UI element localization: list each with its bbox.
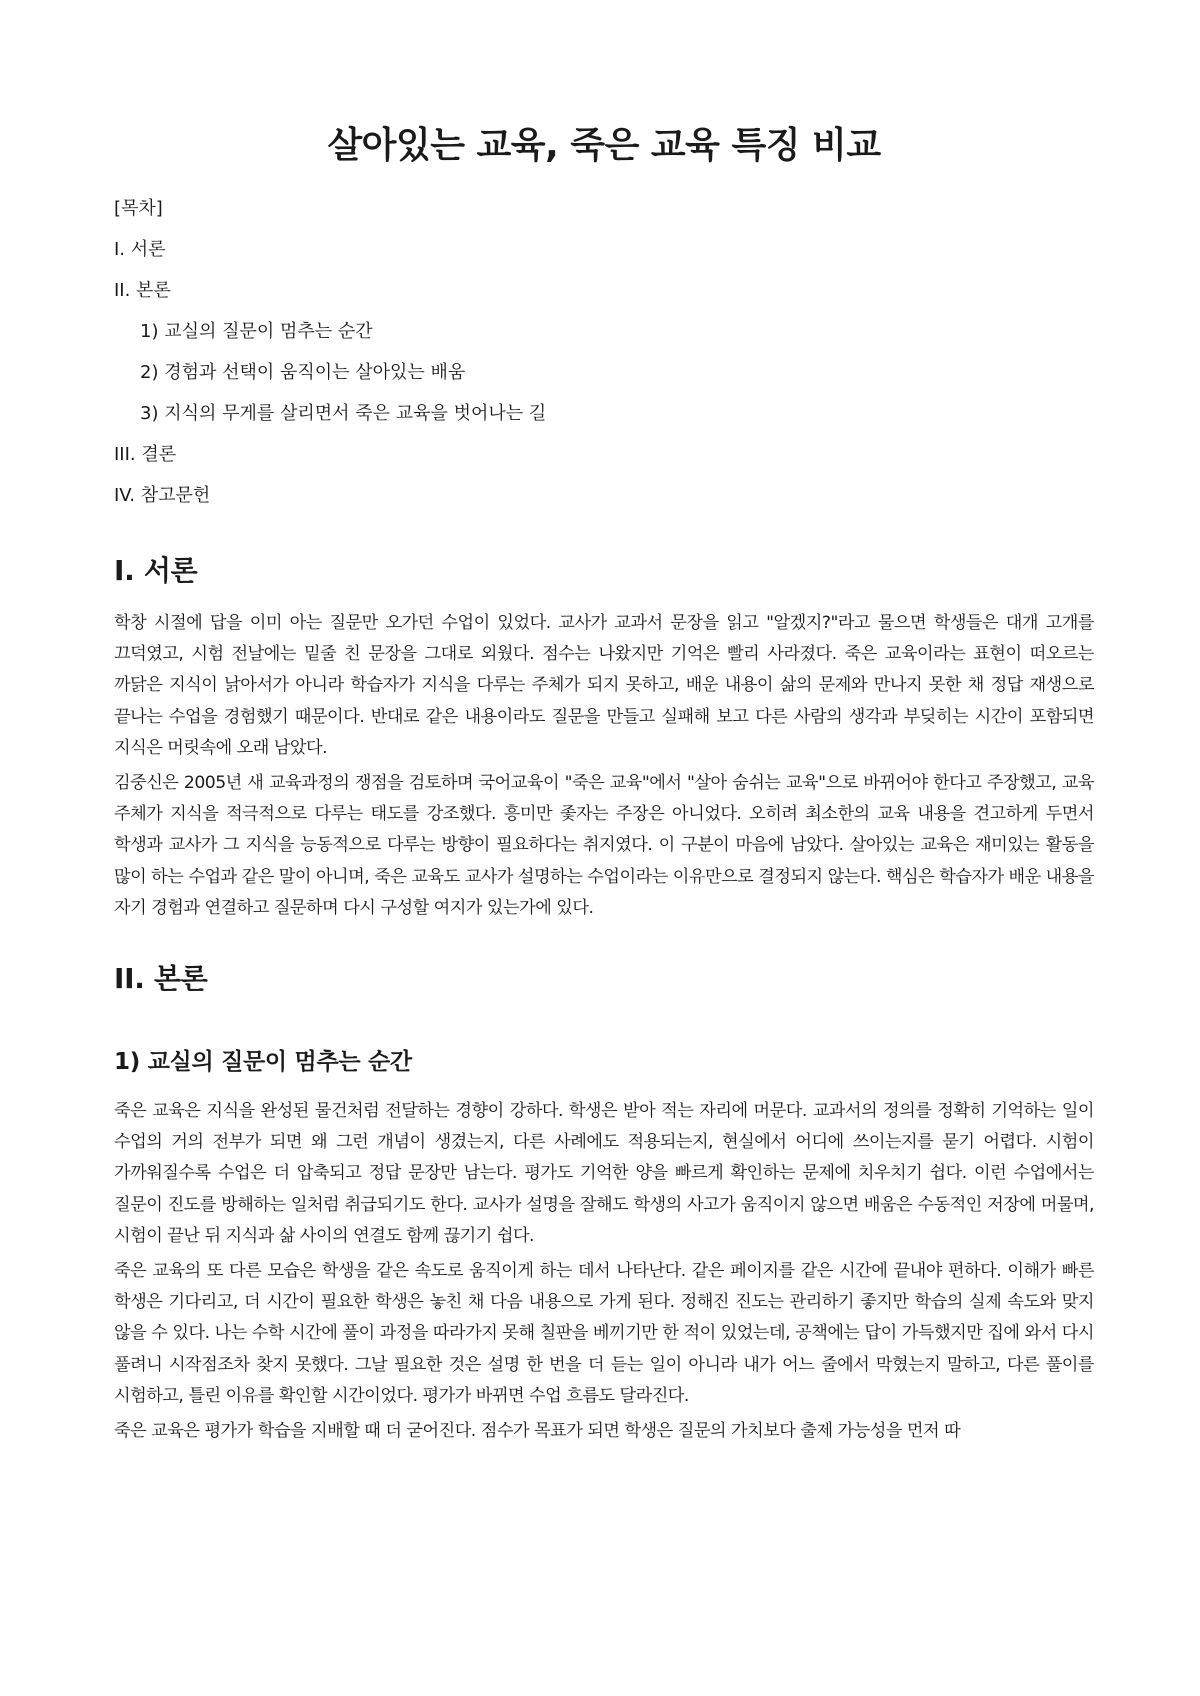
document-page bbox=[114, 0, 1094, 1451]
body-paragraph: 죽은 교육의 또 다른 모습은 학생을 같은 속도로 움직이게 하는 데서 나타난다. 같은 페이지를 같은 시간에 끝내야 편하다. 이해가 빠른 학생은 기다리고, 더 시간이 필요한 학생은 놓친 채 다음 내용으로 가게 된다. 정해진 진도는 관리하기 좋지만 학습의 실제 속도와 맞지 않을 수 있다. 나는 수학 시간에 풀이 과정을 따라가지 못해 칠판을 베끼기만 한 적이 있었는데, 공책에는 답이 가득했지만 집에 와서 다시 풀려니 시작점조차 찾지 못했다. 그날 필요한 것은 설명 한 번을 더 듣는 일이 아니라 내가 어느 줄에서 막혔는지 말하고, 다른 풀이를 시험하고, 틀린 이유를 확인할 시간이었다. 평가가 바뀌면 수업 흐름도 달라진다. bbox=[114, 1261, 1094, 1406]
toc-item-body-sub3: 3) 지식의 무게를 살리면서 죽은 교육을 벗어나는 길 bbox=[140, 403, 547, 424]
toc-item-intro: I. 서론 bbox=[114, 239, 166, 260]
section-heading-intro: I. 서론 bbox=[114, 554, 198, 587]
body-paragraph: 죽은 교육은 지식을 완성된 물건처럼 전달하는 경향이 강하다. 학생은 받아 적는 자리에 머문다. 교과서의 정의를 정확히 기억하는 일이 수업의 거의 전부가 되면 왜 그런 개념이 생겼는지, 다른 사례에도 적용되는지, 현실에서 어디에 쓰이는지를 묻기 어렵다. 시험이 가까워질수록 수업은 더 압축되고 정답 문장만 남는다. 평가도 기억한 양을 빠르게 확인하는 문제에 치우치기 쉽다. 이런 수업에서는 질문이 진도를 방해하는 일처럼 취급되기도 한다. 교사가 설명을 잘해도 학생의 사고가 움직이지 않으면 배움은 수동적인 저장에 머물며, 시험이 끝난 뒤 지식과 삶 사이의 연결도 함께 끊기기 쉽다. bbox=[114, 1101, 1094, 1246]
section-heading-body: II. 본론 bbox=[114, 962, 208, 996]
document-title: 살아있는 교육, 죽은 교육 특징 비교 bbox=[327, 125, 881, 166]
intro-paragraph: 김중신은 2005년 새 교육과정의 쟁점을 검토하며 국어교육이 "죽은 교육"에서 "살아 숨쉬는 교육"으로 바뀌어야 한다고 주장했고, 교육 주체가 지식을 적극적으로 다루는 태도를 강조했다. 흥미만 좇자는 주장은 아니었다. 오히려 최소한의 교육 내용을 견고하게 두면서 학생과 교사가 그 지식을 능동적으로 다루는 방향이 필요하다는 취지였다. 이 구분이 마음에 남았다. 살아있는 교육은 재미있는 활동을 많이 하는 수업과 같은 말이 아니며, 죽은 교육도 교사가 설명하는 수업이라는 이유만으로 결정되지 않는다. 핵심은 학습자가 배운 내용을 자기 경험과 연결하고 질문하며 다시 구성할 여지가 있는가에 있다. bbox=[114, 773, 1094, 918]
toc-item-body-sub1: 1) 교실의 질문이 멈추는 순간 bbox=[140, 321, 373, 342]
toc-item-body-sub2: 2) 경험과 선택이 움직이는 살아있는 배움 bbox=[140, 362, 466, 383]
toc-item-references: IV. 참고문헌 bbox=[114, 485, 211, 506]
body-paragraph: 죽은 교육은 평가가 학습을 지배할 때 더 굳어진다. 점수가 목표가 되면 학생은 질문의 가치보다 출제 가능성을 먼저 따 bbox=[114, 1421, 961, 1442]
intro-paragraph: 학창 시절에 답을 이미 아는 질문만 오가던 수업이 있었다. 교사가 교과서 문장을 읽고 "알겠지?"라고 물으면 학생들은 대개 고개를 끄덕였고, 시험 전날에는 밑줄 친 문장을 그대로 외웠다. 점수는 나왔지만 기억은 빨리 사라졌다. 죽은 교육이라는 표현이 떠오르는 까닭은 지식이 낡아서가 아니라 학습자가 지식을 다루는 주체가 되지 못하고, 배운 내용이 삶의 문제와 만나지 못한 채 정답 재생으로 끝나는 수업을 경험했기 때문이다. 반대로 같은 내용이라도 질문을 만들고 실패해 보고 다른 사람의 생각과 부딪히는 시간이 포함되면 지식은 머릿속에 오래 남았다. bbox=[114, 613, 1094, 758]
toc-item-body: II. 본론 bbox=[114, 280, 171, 301]
toc-heading: [목차] bbox=[114, 198, 163, 219]
subsection-heading-1: 1) 교실의 질문이 멈추는 순간 bbox=[114, 1049, 412, 1076]
table-of-contents bbox=[114, 188, 1094, 516]
toc-item-conclusion: III. 결론 bbox=[114, 444, 177, 465]
